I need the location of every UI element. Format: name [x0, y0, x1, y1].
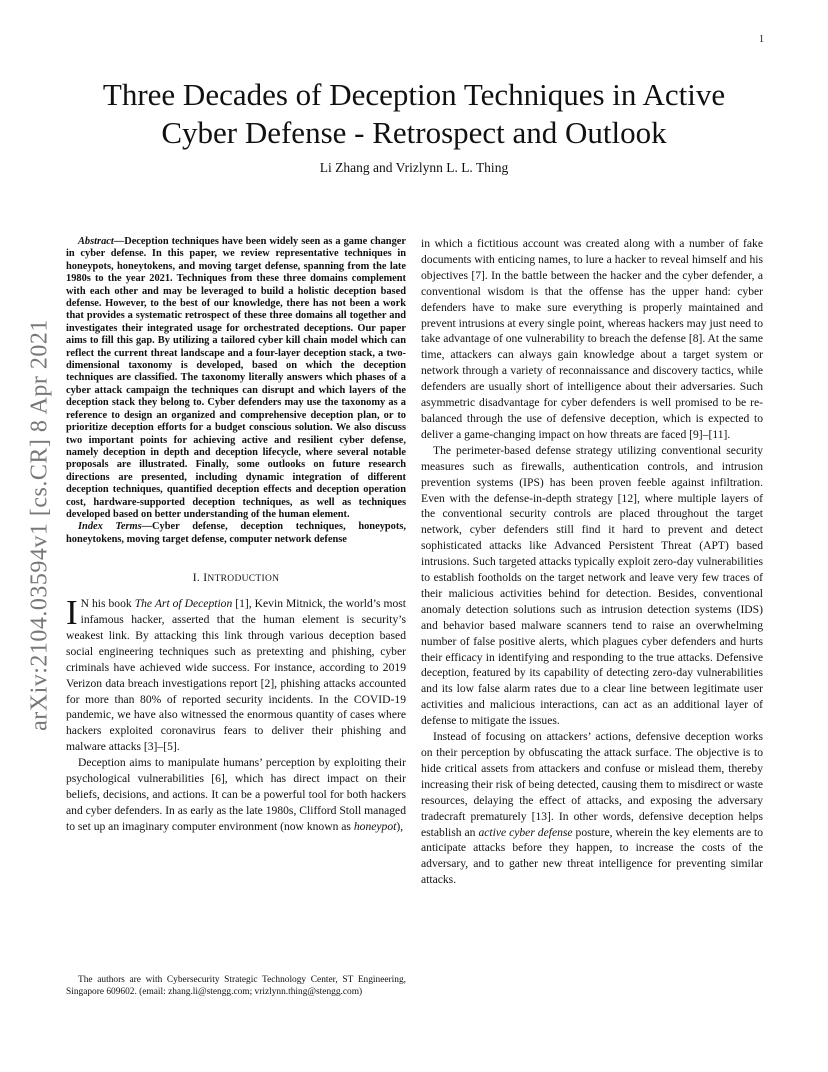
drop-cap: I: [66, 593, 78, 633]
page-number: 1: [759, 34, 764, 45]
abstract: [66, 236, 406, 521]
intro-p1-start: N his book: [80, 597, 135, 611]
right-p3-end: posture, wherein the key elements are to anticipate attacks before they happen, to increase the costs of the adversary, and to gather new threat intelligence for preventing similar attacks.: [421, 825, 763, 887]
footnote: [66, 975, 406, 998]
author-list: Li Zhang and Vrizlynn L. L. Thing: [319, 160, 509, 175]
title-line-1: Three Decades of Deception Techniques in Active: [102, 77, 726, 112]
right-column: [421, 236, 763, 888]
section-name: NTRODUCTION: [207, 574, 280, 585]
intro-paragraph-1: [66, 593, 406, 755]
right-paragraph-3: [421, 729, 763, 888]
index-terms: [66, 521, 406, 546]
section-numeral: I. I: [192, 571, 208, 585]
intro-p2-end: ),: [396, 819, 404, 833]
left-column: [66, 236, 406, 835]
intro-paragraph-2: [66, 755, 406, 835]
index-terms-text: —Cyber defense, deception techniques, honeypots, honeytokens, moving target defense, computer network defense: [66, 521, 406, 545]
abstract-label: Abstract: [78, 236, 114, 247]
right-paragraph-2: The perimeter-based defense strategy utilizing conventional security measures such as firewalls, authentication controls, and intrusion prevention systems (IPS) has been proven feeble against infiltration. Even with the defense-in-depth strategy [12], where multiple layers of the conventional security controls are placed throughout the target network, cyber defenders still find it hard to prevent and detect sophisticated attacks like Advanced Persistent Threat (APT) based intrusions. Such targeted attacks typically exploit zero-day vulnerabilities to establish footholds on the target network and leave very few traces of their malicious activities behind for detection. Besides, conventional anomaly detection solutions such as intrusion detection systems (IDS) and behavior based malware scanners tend to raise an overwhelming number of false positive alerts, which plagues cyber defenders and hurts their efficacy in identifying and responding to the true attacks. Defensive deception, featured by its capability of detecting zero-day vulnerabilities and its low false alarm rates due to a clear line between legitimate user activities and malicious interactions, can act as an additional layer of defense to mitigate the issues.: [421, 443, 763, 728]
index-terms-label: Index Terms: [78, 521, 142, 533]
right-paragraph-1: in which a fictitious account was created along with a number of fake documents with enticing names, to lure a hacker to reveal himself and his objectives [7]. In the battle between the hacker and the cyber defender, a conventional wisdom is that the offense has the upper hand: cyber defenders have to make sure everything is properly maintained and prevent intrusions at every single point, whereas hackers may just need to take advantage of one vulnerability to breach the defense [8]. At the same time, attackers can always gain knowledge about a target system or network through a variety of reconnaissance and discovery tactics, while defenders are usually short of intelligence about their adversaries. Such asymmetric disadvantage for cyber defenders is well promised to be re-balanced through the use of defensive deception, which is expected to deliver a game-changing impact on how threats are faced [9]–[11].: [421, 237, 763, 441]
book-title: The Art of Deception: [134, 597, 233, 611]
abstract-text: —Deception techniques have been widely seen as a game changer in cyber defense. In this paper, we review representative techniques in honeypots, honeytokens, and moving target defense, spanning from the late 1980s to the year 2021. Techniques from these three domains complement with each other and may be leveraged to build a holistic deception based defense. However, to the best of our knowledge, there has not been a work that provides a systematic retrospect of these three domains all together and investigates their integrated usage for orchestrated deceptions. Our paper aims to fill this gap. By utilizing a tailored cyber kill chain model which can reflect the current threat landscape and a four-layer deception stack, a two-dimensional taxonomy is developed, based on which the deception techniques are classified. The taxonomy literally answers which phases of a cyber attack campaign the techniques can disrupt and which layers of the deception stack they belong to. Cyber defenders may use the taxonomy as a reference to design an organized and comprehensive deception plan, or to prioritize deception efforts for a budget conscious solution. We also discuss two important points for achieving active and resilient cyber defense, namely deception in depth and deception lifecycle, where several notable proposals are illustrated. Finally, some outlooks on future research directions are presented, including dynamic integration of different deception techniques, quantified deception effects and deception operation cost, hardware-supported deception techniques, as well as techniques developed based on better understanding of the human element.: [66, 236, 406, 520]
intro-p2-start: Deception aims to manipulate humans’ perception by exploiting their psychological vulnerabilities [6], which has direct impact on their beliefs, decisions, and actions. It can be a powerful tool for both hackers and cyber defenders. In as early as the late 1980s, Clifford Stoll managed to set up an imaginary computer environment (now known as: [66, 756, 406, 833]
right-p3-start: Instead of focusing on attackers’ actions, defensive deception works on their perception by obfuscating the attack surface. The objective is to hide critical assets from attackers and confuse or mislead them, thereby increasing their risk of being detected, causing them to misdirect or waste resources, delaying the effect of attacks, and exposing the adversary tradecraft prematurely [13]. In other words, defensive deception helps establish an: [421, 730, 763, 839]
active-cyber-defense-term: active cyber defense: [478, 825, 573, 839]
arxiv-stamp-text: arXiv:2104.03594v1 [cs.CR] 8 Apr 2021: [26, 319, 53, 731]
section-heading-introduction: [66, 570, 406, 588]
paper-title: [0, 76, 828, 152]
honeypot-term: honeypot: [353, 819, 397, 833]
title-line-2: Cyber Defense - Retrospect and Outlook: [161, 115, 667, 150]
intro-p1-rest: [1], Kevin Mitnick, the world’s most infamous hacker, asserted that the human element is security’s weakest link. By attacking this link through various deception based social engineering techniques such as pretexting and phishing, cyber criminals have achieved wide success. For instance, according to 2019 Verizon data breach investigations report [2], phishing attacks accounted for more than 80% of reported security incidents. In the COVID-19 pandemic, we have also witnessed the enormous quantity of cases where hackers exploited coronavirus fears to deliver their phishing and malware attacks [3]–[5].: [66, 597, 406, 754]
footnote-text: The authors are with Cybersecurity Strategic Technology Center, ST Engineering, Singapore 609602. (email: zhang.li@stengg.com; vrizlynn.thing@stengg.com): [66, 975, 406, 997]
